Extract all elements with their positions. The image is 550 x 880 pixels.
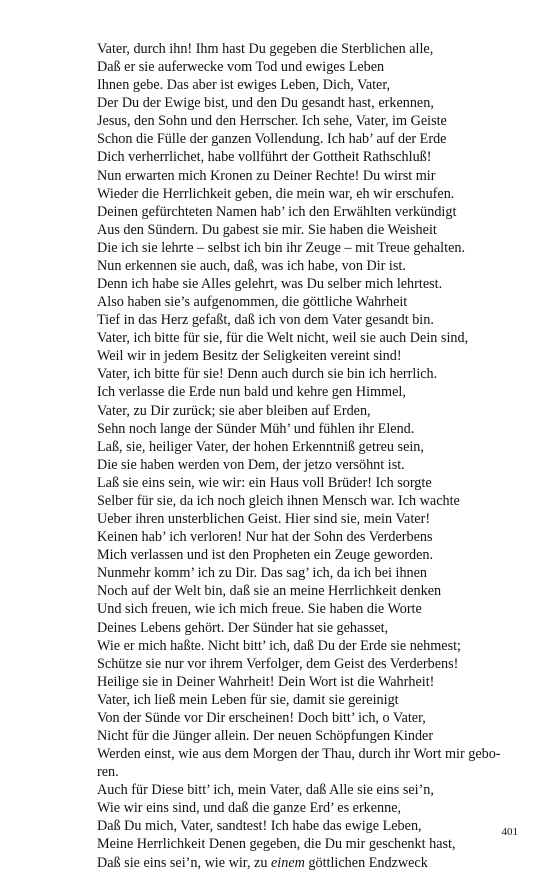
text-line: Selber für sie, da ich noch gleich ihnen Mensch war. Ich wachte [97, 492, 460, 509]
text-line: Wie er mich haßte. Nicht bitt’ ich, daß Du der Erde sie nehmest; [97, 637, 461, 654]
text-line: Noch auf der Welt bin, daß sie an meine Herrlichkeit denken [97, 583, 442, 600]
text-line: Laß, sie, heiliger Vater, der hohen Erkenntniß getreu sein, [97, 438, 424, 455]
text-line: Und sich freuen, wie ich mich freue. Sie haben die Worte [97, 601, 422, 618]
text-line: Mich verlassen und ist den Propheten ein Zeuge geworden. [97, 547, 434, 564]
last-line-after: göttlichen Endzweck [304, 854, 428, 871]
text-line: Sehn noch lange der Sünder Müh’ und fühlen ihr Elend. [97, 420, 415, 437]
text-line: Weil wir in jedem Besitz der Seligkeiten vereint sind! [97, 348, 402, 365]
text-line: Nunmehr komm’ ich zu Dir. Das sag’ ich, da ich bei ihnen [97, 565, 428, 582]
text-line: Ueber ihren unsterblichen Geist. Hier sind sie, mein Vater! [97, 511, 431, 528]
text-line: Vater, ich bitte für sie, für die Welt nicht, weil sie auch Dein sind, [97, 330, 469, 347]
text-line: Also haben sie’s aufgenommen, die göttliche Wahrheit [97, 294, 408, 311]
text-line: Nun erwarten mich Kronen zu Deiner Rechte! Du wirst mir [97, 167, 436, 184]
text-line: Wie wir eins sind, und daß die ganze Erd’ es erkenne, [97, 800, 402, 817]
text-line: Auch für Diese bitt’ ich, mein Vater, daß Alle sie eins sei’n, [97, 782, 434, 799]
text-line: Schütze sie nur vor ihrem Verfolger, dem Geist des Verderbens! [97, 655, 459, 672]
text-line: Die sie haben werden von Dem, der jetzo versöhnt ist. [97, 456, 405, 473]
text-line: Heilige sie in Deiner Wahrheit! Dein Wort ist die Wahrheit! [97, 673, 435, 690]
text-line: Tief in das Herz gefaßt, daß ich von dem Vater gesandt bin. [97, 312, 434, 329]
text-line: Von der Sünde vor Dir erscheinen! Doch bitt’ ich, o Vater, [97, 709, 426, 726]
text-line: Laß sie eins sein, wie wir: ein Haus voll Brüder! Ich sorgte [97, 474, 432, 491]
text-line: Vater, zu Dir zurück; sie aber bleiben auf Erden, [97, 402, 371, 419]
poem-text-block [97, 40, 527, 872]
text-line: Aus den Sündern. Du gabest sie mir. Sie haben die Weisheit [97, 221, 437, 238]
text-line: Werden einst, wie aus dem Morgen der Thau, durch ihr Wort mir gebo- [97, 746, 501, 763]
text-line: Die ich sie lehrte – selbst ich bin ihr Zeuge – mit Treue gehalten. [97, 239, 466, 256]
text-line: Schon die Fülle der ganzen Vollendung. Ich hab’ auf der Erde [97, 131, 447, 148]
text-line: Deinen gefürchteten Namen hab’ ich den Erwählten verkündigt [97, 203, 457, 220]
text-line: Ihnen gebe. Das aber ist ewiges Leben, Dich, Vater, [97, 77, 391, 94]
text-line: Daß er sie auferwecke vom Tod und ewiges Leben [97, 59, 385, 76]
text-line: Nicht für die Jünger allein. Der neuen Schöpfungen Kinder [97, 727, 434, 744]
text-line: Daß Du mich, Vater, sandtest! Ich habe das ewige Leben, [97, 818, 422, 835]
text-line: Vater, durch ihn! Ihm hast Du gegeben die Sterblichen alle, [97, 41, 434, 57]
page-number: 401 [501, 826, 518, 838]
text-line: Nun erkennen sie auch, daß, was ich habe, von Dir ist. [97, 257, 406, 274]
text-line: Dich verherrlichet, habe vollführt der Gottheit Rathschluß! [97, 149, 432, 166]
text-line: Ich verlasse die Erde nun bald und kehre gen Himmel, [97, 384, 406, 401]
text-line: Keinen hab’ ich verloren! Nur hat der Sohn des Verderbens [97, 529, 433, 546]
text-line: Meine Herrlichkeit Denen gegeben, die Du mir geschenkt hast, [97, 836, 456, 853]
text-line: ren. [97, 764, 119, 781]
text-line: Denn ich habe sie Alles gelehrt, was Du selber mich lehrtest. [97, 276, 443, 293]
text-line-last [97, 854, 527, 872]
text-line: Vater, ich bitte für sie! Denn auch durch sie bin ich herrlich. [97, 366, 438, 383]
text-line: Wieder die Herrlichkeit geben, die mein war, eh wir erschufen. [97, 185, 455, 202]
text-line: Der Du der Ewige bist, und den Du gesandt hast, erkennen, [97, 95, 434, 112]
last-line-before: Daß sie eins sei’n, wie wir, zu [97, 854, 271, 871]
text-line: Vater, ich ließ mein Leben für sie, damit sie gereinigt [97, 691, 399, 708]
text-line: Jesus, den Sohn und den Herrscher. Ich sehe, Vater, im Geiste [97, 113, 447, 130]
emphasized-word: einem [270, 854, 305, 871]
text-line: Deines Lebens gehört. Der Sünder hat sie gehasset, [97, 619, 389, 636]
